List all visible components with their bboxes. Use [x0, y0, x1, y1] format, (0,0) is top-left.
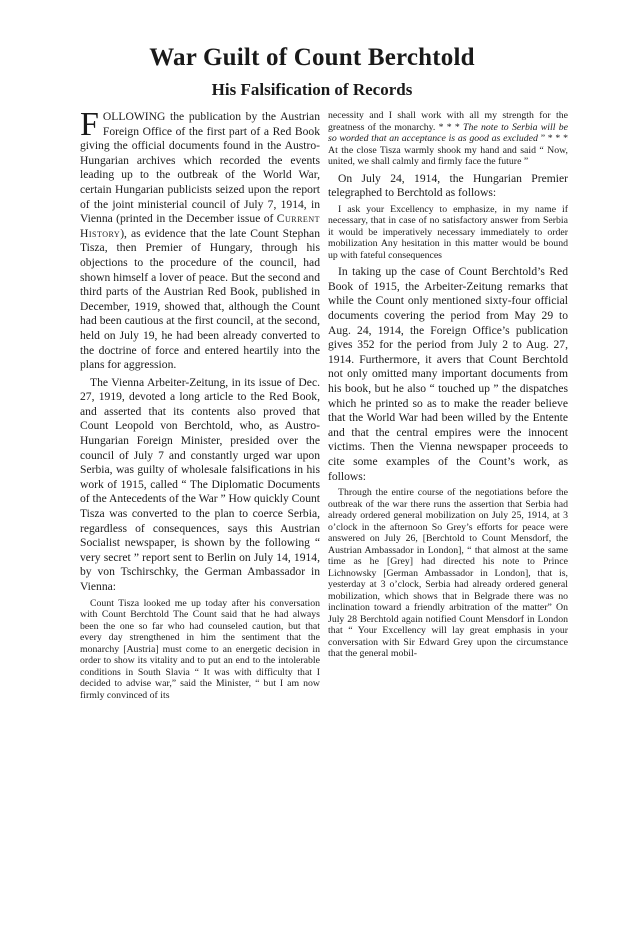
paragraph-4: In taking up the case of Count Berchtold’s Red Book of 1915, the Arbeiter-Zeitung remarks that while the Count only mentioned sixty-four official documents covering the period from May 29 to Aug. 24, 1914, the Foreign Office’s publication gives 352 for the period from July 2 to Aug. 27, 1914. Furthermore, it avers that Count Berchtold not only omitted many important documents from his book, but he also “ touched up ” the dispatches which he printed so as to make the reader believe that the World War had been willed by the Entente and that the central empires were the innocent victims. Then the Vienna newspaper proceeds to cite some examples of the Count’s work, as follows: [328, 265, 568, 483]
paragraph-3: On July 24, 1914, the Hungarian Premier telegraphed to Berchtold as follows: [328, 171, 568, 200]
paragraph-1-text: OLLOWING the publication by the Austrian Foreign Office of the first part of a Red Book giving the official documents found in the Austro-Hungarian archives which recorded the events leading up to the outbreak of the World War, certain Hungarian publicists seized upon the report of the joint ministerial council of July 7, 1914, in Vienna (printed in the December issue of [80, 110, 320, 226]
drop-cap: F [80, 106, 99, 143]
paragraph-1-text-end: ), as evidence that the late Count Stephan Tisza, then Premier of Hungary, through his objections to the procedure of the council, had shown himself a lover of peace. But the second and third parts of the Austrian Red Book, published in December, 1919, showed that, although the Count had been cautious at the first council, at the second, held on July 19, he had been already converted to the doctrine of force and entered heartily into the plans for aggression. [80, 226, 320, 372]
article-title: War Guilt of Count Berchtold [149, 44, 475, 71]
quote-tschirschky: Count Tisza looked me up today after his conversation with Count Berchtold The Count said that he had always been the one so far who had counseled caution, but that every day strengthened in him the sentiment that the monarchy [Austria] must come to an energetic decision in order to show its vitality and to put an end to the intolerable conditions in South Slavia “ It was with difficulty that I decided to advise war,” said the Minister, “ but I am now firmly convinced of its [80, 597, 320, 701]
paragraph-1 [80, 106, 320, 373]
magazine-name: Current History [80, 212, 320, 240]
quote-tisza-telegram: I ask your Excellency to emphasize, in my name if necessary, that in case of no satisfactory answer from Serbia it would be imperatively necessary immediately to order mobilization Any hesitation in this matter would be bound up with fateful consequences [328, 203, 568, 261]
left-column [80, 106, 321, 701]
quote-italic-text: The note to Serbia will be so worded that an acceptance is as good as excluded [328, 121, 568, 144]
article-subtitle: His Falsification of Records [211, 80, 413, 99]
paragraph-2: The Vienna Arbeiter-Zeitung, in its issue of Dec. 27, 1919, devoted a long article to the Red Book, and asserted that its contents also proved that Count Leopold von Berchtold, who, as Austro-Hungarian Foreign Minister, presided over the council of July 7 and constantly urged war upon Serbia, was guilty of wholesale falsifications in his work of 1915, called “ The Diplomatic Documents of the Antecedents of the War ” How quickly Count Tisza was converted to the plan to coerce Serbia, regardless of consequences, says this Austrian Socialist newspaper, is shown by the following “ very secret ” report sent to Berlin on July 14, 1914, by von Tschirschky, the German Ambassador in Vienna: [80, 375, 321, 593]
quote-text: necessity and I shall work with all my strength for the greatness of the monarchy. * * * [328, 110, 568, 133]
quote-tschirschky-continued [328, 110, 568, 168]
quote-text-end: ” * * * At the close Tisza warmly shook my hand and said “ Now, united, we shall calmly and firmly face the future ” [328, 133, 568, 167]
quote-negotiations: Through the entire course of the negotiations before the outbreak of the war there runs the assertion that Serbia had already ordered general mobilization on July 25, 1914, at 3 o’clock in the afternoon So Grey’s efforts for peace were answered on July 26, [Berchtold to Count Mensdorf, the Austrian Ambassador in London], “ that almost at the same time as he [Grey] had directed his note to Prince Lichnowsky [German Ambassador in London], that is, yesterday at 3 o’clock, Serbia had already ordered general mobilization, which shows that in Belgrade there was no inclination toward a friendly arbitration of the matter” On July 28 Berchtold again notified Count Mensdorf in London that “ Your Excellency will lay great emphasis in your conversation with Sir Edward Grey upon the circumstance that the general mobil- [328, 487, 568, 660]
right-column [328, 110, 568, 660]
